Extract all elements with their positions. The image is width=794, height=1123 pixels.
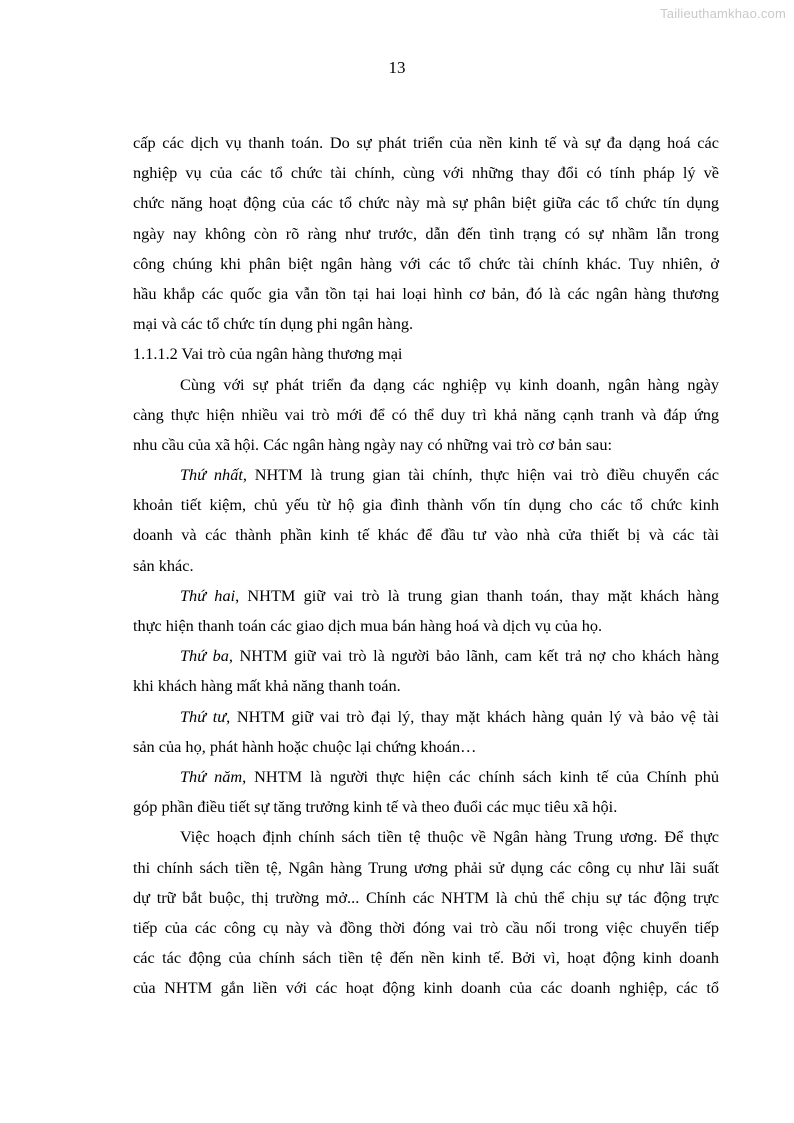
text-line: ngày nay không còn rõ ràng như trước, dẫn đến tình trạng có sự nhầm lẫn trong — [133, 223, 719, 243]
text-line: sản khác. — [133, 555, 194, 575]
text-line: cấp các dịch vụ thanh toán. Do sự phát triển của nền kinh tế và sự đa dạng hoá các — [133, 133, 719, 152]
text-line: hầu khắp các quốc gia vẫn tồn tại hai loại hình cơ bản, đó là các ngân hàng thương — [133, 283, 719, 303]
text-line: góp phần điều tiết sự tăng trưởng kinh tế và theo đuổi các mục tiêu xã hội. — [133, 797, 618, 817]
text-line: Cùng với sự phát triển đa dạng các nghiệp vụ kinh doanh, ngân hàng ngày — [180, 374, 719, 394]
text-line: công chúng khi phân biệt ngân hàng với các tổ chức tài chính khác. Tuy nhiên, ở — [133, 253, 719, 273]
role-item-4 — [133, 702, 719, 732]
role-item-3 — [133, 641, 719, 671]
section-heading: 1.1.1.2 Vai trò của ngân hàng thương mại — [133, 344, 403, 364]
role-label: Thứ tư — [180, 706, 227, 726]
text-line: Việc hoạch định chính sách tiền tệ thuộc về Ngân hàng Trung ương. Để thực — [180, 827, 719, 847]
text-line: nghiệp vụ của các tổ chức tài chính, cùng với những thay đổi có tính pháp lý về — [133, 163, 719, 183]
role-text: , NHTM giữ vai trò đại lý, thay mặt khách hàng quản lý và bảo vệ tài — [226, 706, 719, 726]
paragraph-1 — [133, 128, 719, 1003]
text-line: thi chính sách tiền tệ, Ngân hàng Trung ương phải sử dụng các công cụ như lãi suất — [133, 857, 719, 877]
role-label: Thứ năm — [180, 766, 243, 786]
role-label: Thứ nhất — [180, 465, 243, 485]
role-text: , NHTM là trung gian tài chính, thực hiện vai trò điều chuyển các — [242, 465, 719, 485]
text-line: mại và các tổ chức tín dụng phi ngân hàng. — [133, 314, 414, 334]
role-text: , NHTM là người thực hiện các chính sách kinh tế của Chính phủ — [242, 766, 720, 786]
text-line: các tác động của chính sách tiền tệ đến nền kinh tế. Bởi vì, hoạt động kinh doanh — [133, 948, 719, 968]
text-line: chức năng hoạt động của các tổ chức này mà sự phân biệt giữa các tổ chức tín dụng — [133, 193, 719, 213]
role-item-1 — [133, 460, 719, 490]
page-number: 13 — [388, 58, 406, 77]
role-label: Thứ hai — [180, 585, 236, 605]
text-line: sản của họ, phát hành hoặc chuộc lại chứng khoán… — [133, 736, 477, 756]
role-item-5 — [133, 762, 719, 792]
text-line: của NHTM gắn liền với các hoạt động kinh doanh của các doanh nghiệp, các tổ — [133, 978, 719, 998]
role-item-2 — [133, 581, 719, 611]
text-line: dự trữ bắt buộc, thị trường mở... Chính các NHTM là chủ thể chịu sự tác động trực — [133, 887, 719, 907]
text-line: khoản tiết kiệm, chủ yếu từ hộ gia đình thành vốn tín dụng cho các tổ chức kinh — [133, 495, 719, 515]
role-text: , NHTM giữ vai trò là trung gian thanh toán, thay mặt khách hàng — [235, 585, 720, 605]
watermark: Tailieuthamkhao.com — [660, 6, 786, 21]
text-line: càng thực hiện nhiều vai trò mới để có thể duy trì khả năng cạnh tranh và đáp ứng — [133, 404, 719, 424]
text-line: tiếp của các công cụ này và đồng thời đóng vai trò cầu nối trong việc chuyển tiếp — [133, 917, 719, 937]
text-line: khi khách hàng mất khả năng thanh toán. — [133, 676, 401, 696]
text-line: thực hiện thanh toán các giao dịch mua bán hàng hoá và dịch vụ của họ. — [133, 616, 603, 635]
role-text: , NHTM giữ vai trò là người bảo lãnh, cam kết trả nợ cho khách hàng — [228, 646, 719, 666]
text-line: doanh và các thành phần kinh tế khác để đầu tư vào nhà cửa thiết bị và các tài — [133, 525, 719, 545]
role-label: Thứ ba — [180, 646, 229, 666]
text-line: nhu cầu của xã hội. Các ngân hàng ngày nay có những vai trò cơ bản sau: — [133, 434, 613, 454]
